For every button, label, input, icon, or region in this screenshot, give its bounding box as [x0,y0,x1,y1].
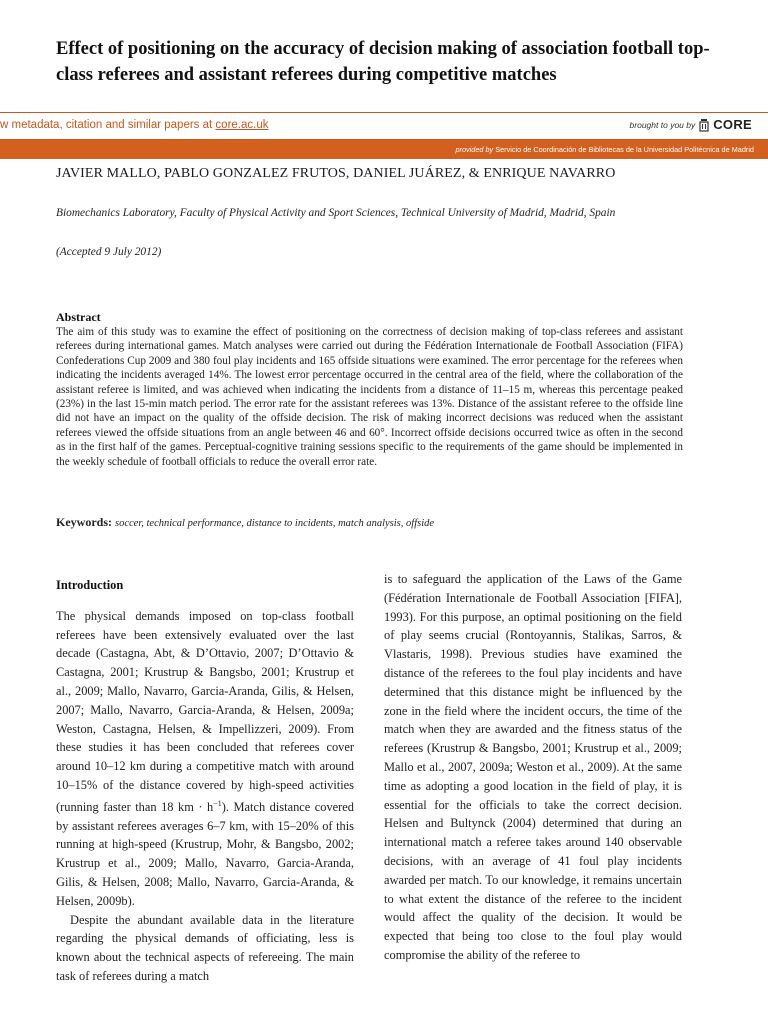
core-metadata-label: w metadata, citation and similar papers at [0,119,216,131]
core-provider-bar [0,140,768,159]
intro-p1-tail: ). Match distance covered by assistant referees averages 6–7 km, with 15–20% of this running at high-speed (Krustrup, Mohr, & Bangsbo, 2002; Krustrup et al., 2009; Mallo, Navarro, Garcia-Aranda, Gilis, & Helsen, 2008; Mallo, Navarro, Garcia-Aranda, & Helsen, 2009b). [56,799,354,908]
introduction-heading: Introduction [56,578,124,592]
provided-by-label: provided by [455,145,494,154]
intro-paragraph-1 [56,607,354,911]
keywords-text: soccer, technical performance, distance to incidents, match analysis, offside [115,518,435,529]
right-column [384,570,682,965]
abstract-text: The aim of this study was to examine the effect of positioning on the correctness of decision making of top-class referees and assistant referees during international games. Match analyses were carried out during the Fédération Internationale de Football Association (FIFA) Confederations Cup 2009 and 380 foul play incidents and 165 offside situations were examined. The error percentage for the referees when indicating the incidents averaged 14%. The lowest error percentage occurred in the central area of the field, where the collaboration of the assistant referee is limited, and was achieved when indicating the incidents from a distance of 11–15 m, whereas this percentage peaked (23%) in the last 15-min match period. The error rate for the assistant referees was 13%. Distance of the assistant referee to the offside line did not have an impact on the quality of the offside decision. The risk of making incorrect decisions was reduced when the assistant referees viewed the offside situations from an angle between 46 and 60°. Incorrect offside decisions occurred twice as often in the second as in the first half of the games. Perceptual-cognitive training sessions specific to the requirements of the game should be implemented in the weekly schedule of football officials to reduce the overall error rate. [56,326,683,468]
accepted-date: (Accepted 9 July 2012) [56,246,162,258]
provider-name: Servicio de Coordinación de Bibliotecas de la Universidad Politécnica de Madrid [495,145,754,154]
brought-to-you-label: brought to you by [629,119,696,130]
paper-title: Effect of positioning on the accuracy of decision making of association football top-class referees and assistant referees during competitive matches [56,39,710,85]
core-banner-top [0,113,768,140]
abstract-heading: Abstract [56,310,101,324]
core-metadata-text [0,119,268,131]
intro-p1-text: The physical demands imposed on top-class football referees have been extensively evaluated over the last decade (Castagna, Abt, & D’Ottavio, 2007; D’Ottavio & Castagna, 2001; Krustrup & Bangsbo, 2001; Krustrup et al., 2009; Mallo, Navarro, Garcia-Aranda, Gilis, & Helsen, 2007; Mallo, Navarro, Garcia-Aranda, & Helsen, 2009a; Weston, Castagna, Helsen, & Impellizzeri, 2009). From these studies it has been concluded that referees cover around 10–12 km during a competitive match with around 10–15% of the distance covered by high-speed activities (running faster than 18 km · h [56,608,354,814]
affiliation: Biomechanics Laboratory, Faculty of Physical Activity and Sport Sciences, Technical University of Madrid, Madrid, Spain [56,207,616,219]
intro-paragraph-2: Despite the abundant available data in the literature regarding the physical demands of officiating, less is known about the technical aspects of refereeing. The main task of referees during a match [56,912,354,984]
core-logo-icon [699,118,709,132]
left-column [56,566,354,986]
keywords [56,515,696,530]
intro-p1-superscript: −1 [213,798,222,808]
intro-paragraph-continued: is to safeguard the application of the Laws of the Game (Fédération Internationale de Football Association [FIFA], 1993). For this purpose, an optimal positioning on the field of play seems crucial (Rontoyannis, Stalikas, Sarros, & Vlastaris, 1998). Previous studies have examined the distance of the referees to the foul play incidents and have determined that this distance might be influenced by the zone in the field where the incident occurs, the time of the match when they are awarded and the fitness status of the referees (Krustrup & Bangsbo, 2001; Krustrup et al., 2009; Mallo et al., 2007, 2009a; Weston et al., 2009). At the same time as adopting a good location in the field of play, it is essential for the officials to take the correct decision. Helsen and Bultynck (2004) determined that during an international match a referee takes around 140 observable decisions, with an average of 41 foul play incidents awarded per match. To our knowledge, it remains uncertain to what extent the distance of the referee to the incident would affect the quality of the decision. It would be expected that being too close to the foul play would compromise the ability of the referee to [384,572,682,962]
core-link[interactable]: core.ac.uk [215,119,269,131]
provided-by-text [455,145,754,154]
core-brand[interactable] [630,117,752,132]
core-banner [0,112,768,159]
core-logo-text: CORE [713,117,752,132]
keywords-label: Keywords: [56,515,112,529]
author-list: JAVIER MALLO, PABLO GONZALEZ FRUTOS, DANIEL JUÁREZ, & ENRIQUE NAVARRO [56,166,616,181]
